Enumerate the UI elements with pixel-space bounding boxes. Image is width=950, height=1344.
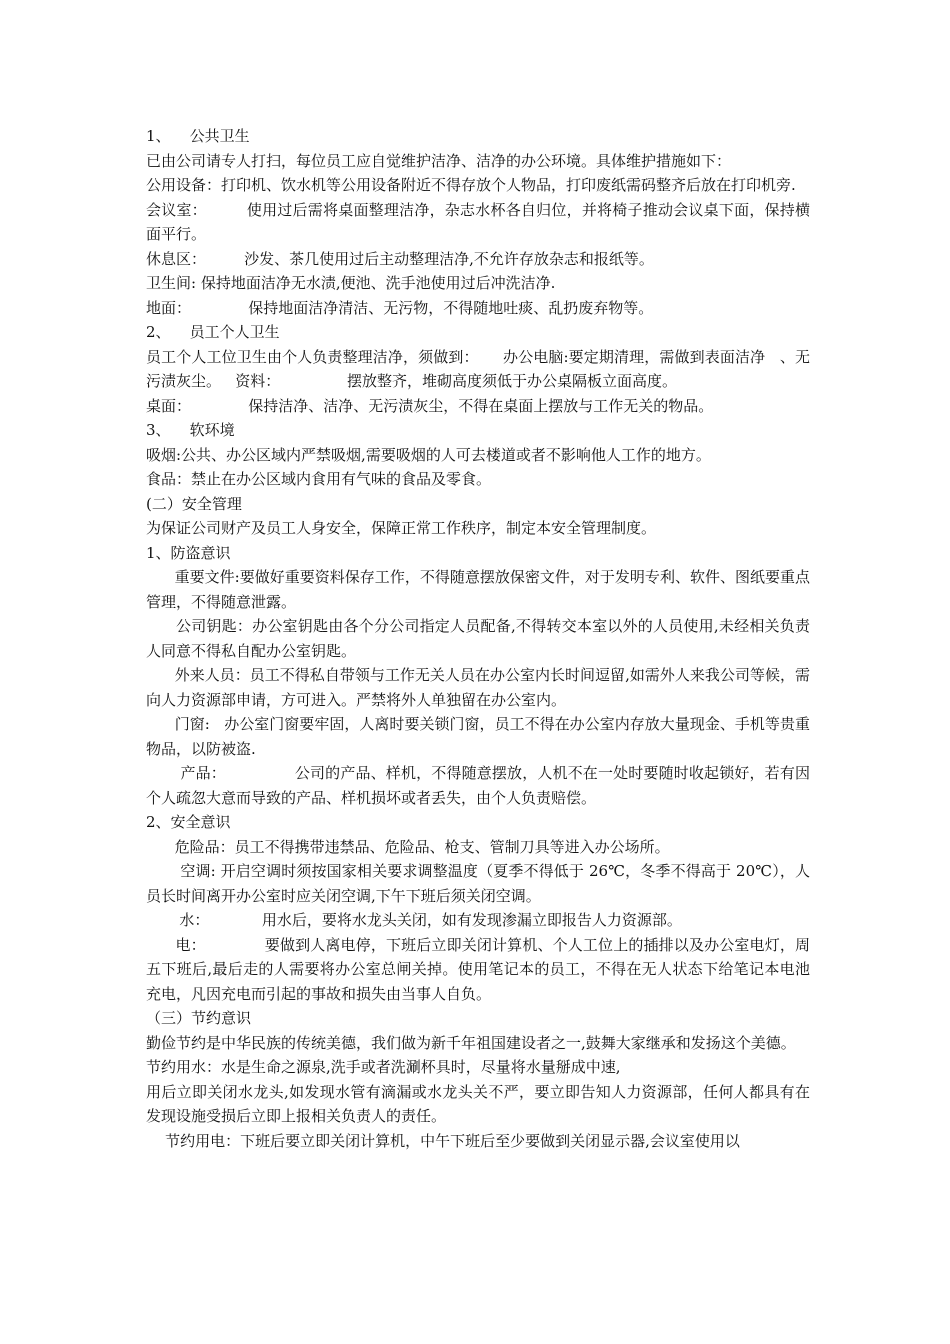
paragraph: 节约用电：下班后要立即关闭计算机，中午下班后至少要做到关闭显示器,会议室使用以 (146, 1131, 740, 1150)
paragraph: 休息区： 沙发、茶几使用过后主动整理洁净,不允许存放杂志和报纸等。 (146, 249, 654, 268)
paragraph: 卫生间: 保持地面洁净无水渍,便池、洗手池使用过后冲洗洁净. (146, 274, 556, 292)
section-heading: 1、 公共卫生 (146, 127, 250, 145)
paragraph: 员工个人工位卫生由个人负责整理洁净，须做到： 办公电脑:要定期清理，需做到表面洁净 、无污渍灰尘。 资料： 摆放整齐，堆砌高度须低于办公桌隔板立面高度。 (146, 347, 810, 390)
paragraph: 吸烟:公共、办公区域内严禁吸烟,需要吸烟的人可去楼道或者不影响他人工作的地方。 (146, 445, 711, 464)
paragraph: 公用设备：打印机、饮水机等公用设备附近不得存放个人物品，打印废纸需码整齐后放在打印机旁. (146, 176, 796, 194)
paragraph: 产品： 公司的产品、样机，不得随意摆放，人机不在一处时要随时收起锁好，若有因个人疏忽大意而导致的产品、样机损坏或者丢失，由个人负责赔偿。 (146, 764, 810, 807)
paragraph: 勤俭节约是中华民族的传统美德，我们做为新千年祖国建设者之一,鼓舞大家继承和发扬这个美德。 (146, 1033, 796, 1052)
paragraph: 节约用水：水是生命之源泉,洗手或者洗涮杯具时，尽量将水量掰成中速, (146, 1058, 621, 1076)
section-heading: 3、 软环境 (146, 421, 235, 439)
section-heading: 2、安全意识 (146, 813, 231, 831)
paragraph: 门窗: 办公室门窗要牢固，人离时要关锁门窗，员工不得在办公室内存放大量现金、手机等贵重物品，以防被盗. (146, 715, 810, 758)
paragraph: 公司钥匙：办公室钥匙由各个分公司指定人员配备,不得转交本室以外的人员使用,未经相关负责人同意不得私自配办公室钥匙。 (146, 617, 810, 660)
paragraph: 地面： 保持地面洁净清洁、无污物，不得随地吐痰、乱扔废弃物等。 (146, 298, 654, 317)
paragraph: 用后立即关闭水龙头,如发现水管有滴漏或水龙头关不严，要立即告知人力资源部，任何人都具有在发现设施受损后立即上报相关负责人的责任。 (146, 1082, 810, 1125)
paragraph: 水： 用水后，要将水龙头关闭，如有发现渗漏立即报告人力资源部。 (146, 911, 682, 929)
section-heading: 1、防盗意识 (146, 543, 231, 562)
paragraph: 会议室： 使用过后需将桌面整理洁净，杂志水杯各自归位，并将椅子推动会议桌下面，保持横面平行。 (146, 200, 810, 243)
paragraph: 食品：禁止在办公区域内食用有气味的食品及零食。 (146, 470, 492, 488)
paragraph: 电： 要做到人离电停，下班后立即关闭计算机、个人工位上的插排以及办公室电灯，周五下班后,最后走的人需要将办公室总闸关掉。使用笔记本的员工，不得在无人状态下给笔记本电池充电，凡因充电而引起的事故和损失由当事人自负。 (146, 935, 810, 1003)
paragraph: 桌面： 保持洁净、洁净、无污渍灰尘，不得在桌面上摆放与工作无关的物品。 (146, 396, 714, 415)
paragraph: 为保证公司财产及员工人身安全，保障正常工作秩序，制定本安全管理制度。 (146, 519, 657, 537)
paragraph: 空调: 开启空调时须按国家相关要求调整温度（夏季不得低于 26℃，冬季不得高于 20℃），人员长时间离开办公室时应关闭空调,下午下班后须关闭空调。 (146, 862, 810, 905)
paragraph: 外来人员：员工不得私自带领与工作无关人员在办公室内长时间逗留,如需外人来我公司等候，需向人力资源部申请，方可进入。严禁将外人单独留在办公室内。 (146, 666, 810, 709)
paragraph: 危险品：员工不得携带违禁品、危险品、枪支、管制刀具等进入办公场所。 (146, 837, 670, 856)
section-heading: （三）节约意识 (146, 1009, 252, 1027)
section-heading: (二）安全管理 (146, 494, 242, 513)
section-heading: 2、 员工个人卫生 (146, 323, 280, 341)
document-body (146, 124, 810, 1153)
paragraph: 重要文件:要做好重要资料保存工作，不得随意摆放保密文件，对于发明专利、软件、图纸要重点管理，不得随意泄露。 (146, 568, 811, 611)
paragraph: 已由公司请专人打扫，每位员工应自觉维护洁净、洁净的办公环境。具体维护措施如下： (146, 151, 732, 170)
